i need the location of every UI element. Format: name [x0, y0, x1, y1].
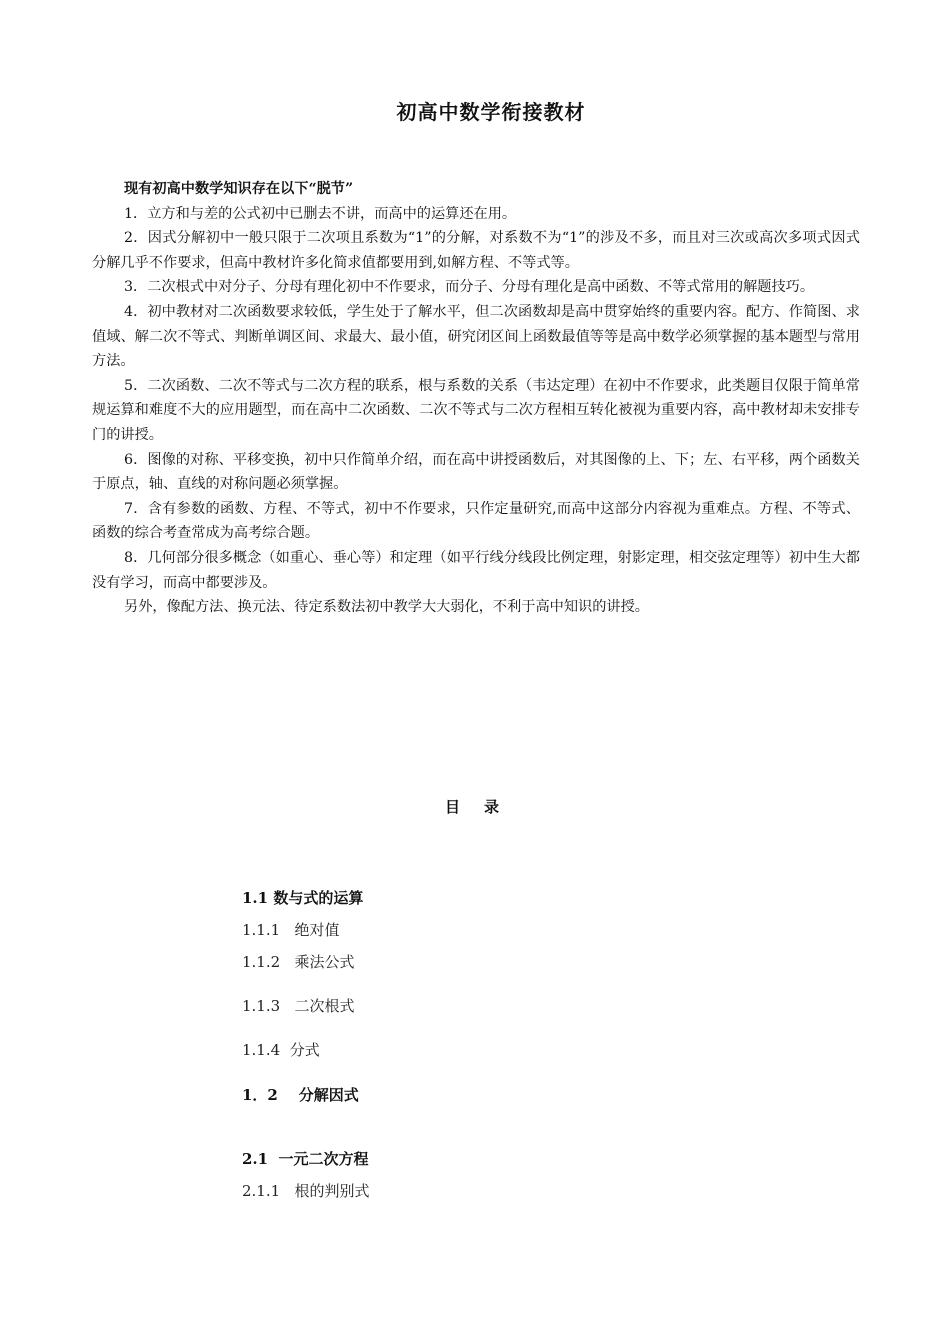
intro-paragraph-5: 5．二次函数、二次不等式与二次方程的联系，根与系数的关系（韦达定理）在初中不作要求，此类题目仅限于简单常规运算和难度不大的应用题型，而在高中二次函数、二次不等式与二次方程相互转化被视为重要内容，高中教材却未安排专门的讲授。: [92, 377, 860, 443]
intro-heading: 现有初高中数学知识存在以下“脱节”: [124, 181, 354, 197]
toc-title: 目录: [445, 798, 524, 816]
toc-item[interactable]: 2.1.1 根的判别式: [242, 1182, 370, 1200]
toc-item[interactable]: 1．2 分解因式: [242, 1086, 359, 1104]
intro-paragraph-4: 4．初中教材对二次函数要求较低，学生处于了解水平，但二次函数却是高中贯穿始终的重要内容。配方、作简图、求值域、解二次不等式、判断单调区间、求最大、最小值，研究闭区间上函数最值等等是高中数学必须掌握的基本题型与常用方法。: [92, 303, 860, 370]
intro-paragraph-6: 6．图像的对称、平移变换，初中只作简单介绍，而在高中讲授函数后，对其图像的上、下；左、右平移，两个函数关于原点，轴、直线的对称问题必须掌握。: [92, 451, 860, 493]
intro-paragraph-7: 7．含有参数的函数、方程、不等式，初中不作要求，只作定量研究,而高中这部分内容视为重难点。方程、不等式、函数的综合考查常成为高考综合题。: [92, 500, 860, 542]
toc-item[interactable]: 1.1.3 二次根式: [242, 997, 355, 1015]
document-title: 初高中数学衔接教材: [396, 100, 586, 124]
toc-item[interactable]: 1.1.4 分式: [242, 1041, 320, 1059]
toc-item[interactable]: 1.1.1 绝对值: [242, 921, 340, 939]
intro-paragraph-8: 8．几何部分很多概念（如重心、垂心等）和定理（如平行线分线段比例定理，射影定理，相交弦定理等）初中生大都没有学习，而高中都要涉及。: [92, 549, 860, 591]
toc-item[interactable]: 2.1 一元二次方程: [242, 1150, 369, 1168]
intro-paragraph-9: 另外，像配方法、换元法、待定系数法初中教学大大弱化，不利于高中知识的讲授。: [124, 599, 649, 616]
intro-paragraph-3: 3．二次根式中对分子、分母有理化初中不作要求，而分子、分母有理化是高中函数、不等式常用的解题技巧。: [124, 279, 815, 296]
toc-item[interactable]: 1.1 数与式的运算: [242, 889, 364, 907]
intro-section: [92, 177, 860, 620]
intro-paragraph-2: 2．因式分解初中一般只限于二次项且系数为“1”的分解，对系数不为“1”的涉及不多，而且对三次或高次多项式因式分解几乎不作要求，但高中教材许多化简求值都要用到,如解方程、不等式等。: [92, 230, 860, 271]
intro-paragraph-1: 1．立方和与差的公式初中已删去不讲，而高中的运算还在用。: [124, 205, 517, 222]
toc-item[interactable]: 1.1.2 乘法公式: [242, 953, 355, 971]
